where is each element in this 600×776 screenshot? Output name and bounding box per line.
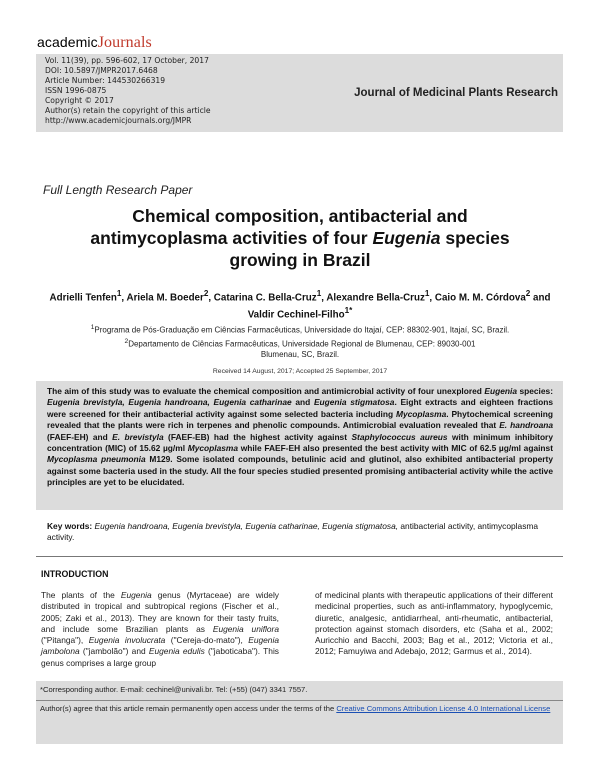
affiliation-2: $^2$Departamento de Ciências Farmacêuticas, Universidade Regional de Blumenau, CEP: 89030-001 — [124, 337, 476, 349]
volume-line: Vol. 11(39), pp. 596-602, 17 October, 2017 — [45, 56, 209, 65]
journal-name: Journal of Medicinal Plants Research — [354, 87, 558, 99]
copyright-line: Copyright © 2017 — [45, 96, 114, 105]
article-metadata — [45, 56, 211, 126]
paper-title: Chemical composition, antibacterial and antimycoplasma activities of four Eugenia species growing in Brazil — [90, 206, 510, 270]
affiliations: $^1$Programa de Pós-Graduação em Ciências Farmacêuticas, Universidade do Itajaí, CEP: 88302-901, Itajaí, SC, Brazil. $^2$Departamento de Ciências Farmacêuticas, Universidade Regional de Blumenau, CEP: 89030-001 Blumenau, SC, Brazil. — [40, 322, 560, 360]
doi-line: DOI: 10.5897/JMPR2017.6468 — [45, 66, 158, 75]
abstract-text: The aim of this study was to evaluate the chemical composition and antimicrobial activity of four unexplored Eugenia species: Eugenia brevistyla, Eugenia handroana, Eugenia catharinae and Eugenia stigmatosa. Eight extracts and eighteen fractions were screened for their antibacterial activity against some selected bacteria including Mycoplasma. Phytochemical screening revealed that the plants were rich in terpenes and phenolic compounds. Antimicrobial evaluation revealed that E. handroana (FAEF-EH) and E. brevistyla (FAEF-EB) had the highest activity against Staphylococcus aureus with minimum inhibitory concentration (MIC) of 15.62 µg/ml Mycoplasma while FAEF-EH also presented the best activity with MIC of 62.5 µg/ml against Mycoplasma pneumonia M129. Some isolated compounds, betulinic acid and glutinol, also exhibited antibacterial property against some bacteria used in the study. All the four species studied presented promising antibacterial activity while the active principles are yet to be elucidated. — [47, 386, 554, 488]
footer-divider — [36, 700, 563, 701]
publisher-logo: academicJournals — [37, 34, 152, 51]
intro-column-left: The plants of the Eugenia genus (Myrtaceae) are widely distributed in tropical and subtropical regions (Fischer et al., 2005; Zaki et al., 2013). They are known for their tasty fruits, and include some Brazilian plants as Eugenia uniflora ("Pitanga"), Eugenia involucrata ("Cereja-do-mato"), Eugenia jambolona ("jambolão") and Eugenia edulis ("jaboticaba"). This genus comprises a large group — [41, 590, 280, 668]
section-divider — [36, 556, 563, 557]
rights-line: Author(s) retain the copyright of this article — [45, 106, 211, 115]
keywords-label: Key words: — [47, 521, 93, 531]
intro-column-right: of medicinal plants with therapeutic applications of their different medicinal properties, such as anti-inflammatory, hypoglycemic, diuretic, analgesic, antidiarrheal, anti-rheumatic, antibacterial, protection against stomach disorders, etc (Saha et al., 2002; Auricchio and Bacchi, 2003; Bag et al., 2012; Victoria et al., 2012; Famuyiwa and Adebajo, 2012; Garmus et al., 2014). — [315, 590, 553, 657]
keywords: Key words: Eugenia handroana, Eugenia brevistyla, Eugenia catharinae, Eugenia stigmatosa, antibacterial activity, antimycoplasma activity. — [47, 521, 539, 543]
issn-line: ISSN 1996-0875 — [45, 86, 107, 95]
article-number-line: Article Number: 144530266319 — [45, 76, 166, 85]
section-heading-introduction: INTRODUCTION — [41, 569, 109, 579]
journal-url[interactable]: http://www.academicjournals.org/JMPR — [45, 116, 192, 125]
received-dates: Received 14 August, 2017; Accepted 25 September, 2017 — [212, 368, 388, 375]
author-list: Adrielli Tenfen$^1$, Ariela M. Boeder$^2$, Catarina C. Bella-Cruz$^1$, Alexandre Bella-Cruz$^1$, Caio M. M. Córdova$^2$ and Valdir Cechinel-Filho$^{1*}$ — [49, 289, 551, 321]
paper-type: Full Length Research Paper — [43, 183, 193, 197]
corresponding-author: *Corresponding author. E-mail: cechinel@univali.br. Tel: (+55) (047) 3341 7557. — [40, 685, 308, 694]
affiliation-1: $^1$Programa de Pós-Graduação em Ciências Farmacêuticas, Universidade do Itajaí, CEP: 88302-901, Itajaí, SC, Brazil. — [90, 324, 510, 335]
license-notice: Author(s) agree that this article remain permanently open access under the terms of the Creative Commons Attribution License 4.0 International License — [40, 704, 551, 713]
license-link[interactable]: Creative Commons Attribution License 4.0 International License — [336, 704, 551, 713]
